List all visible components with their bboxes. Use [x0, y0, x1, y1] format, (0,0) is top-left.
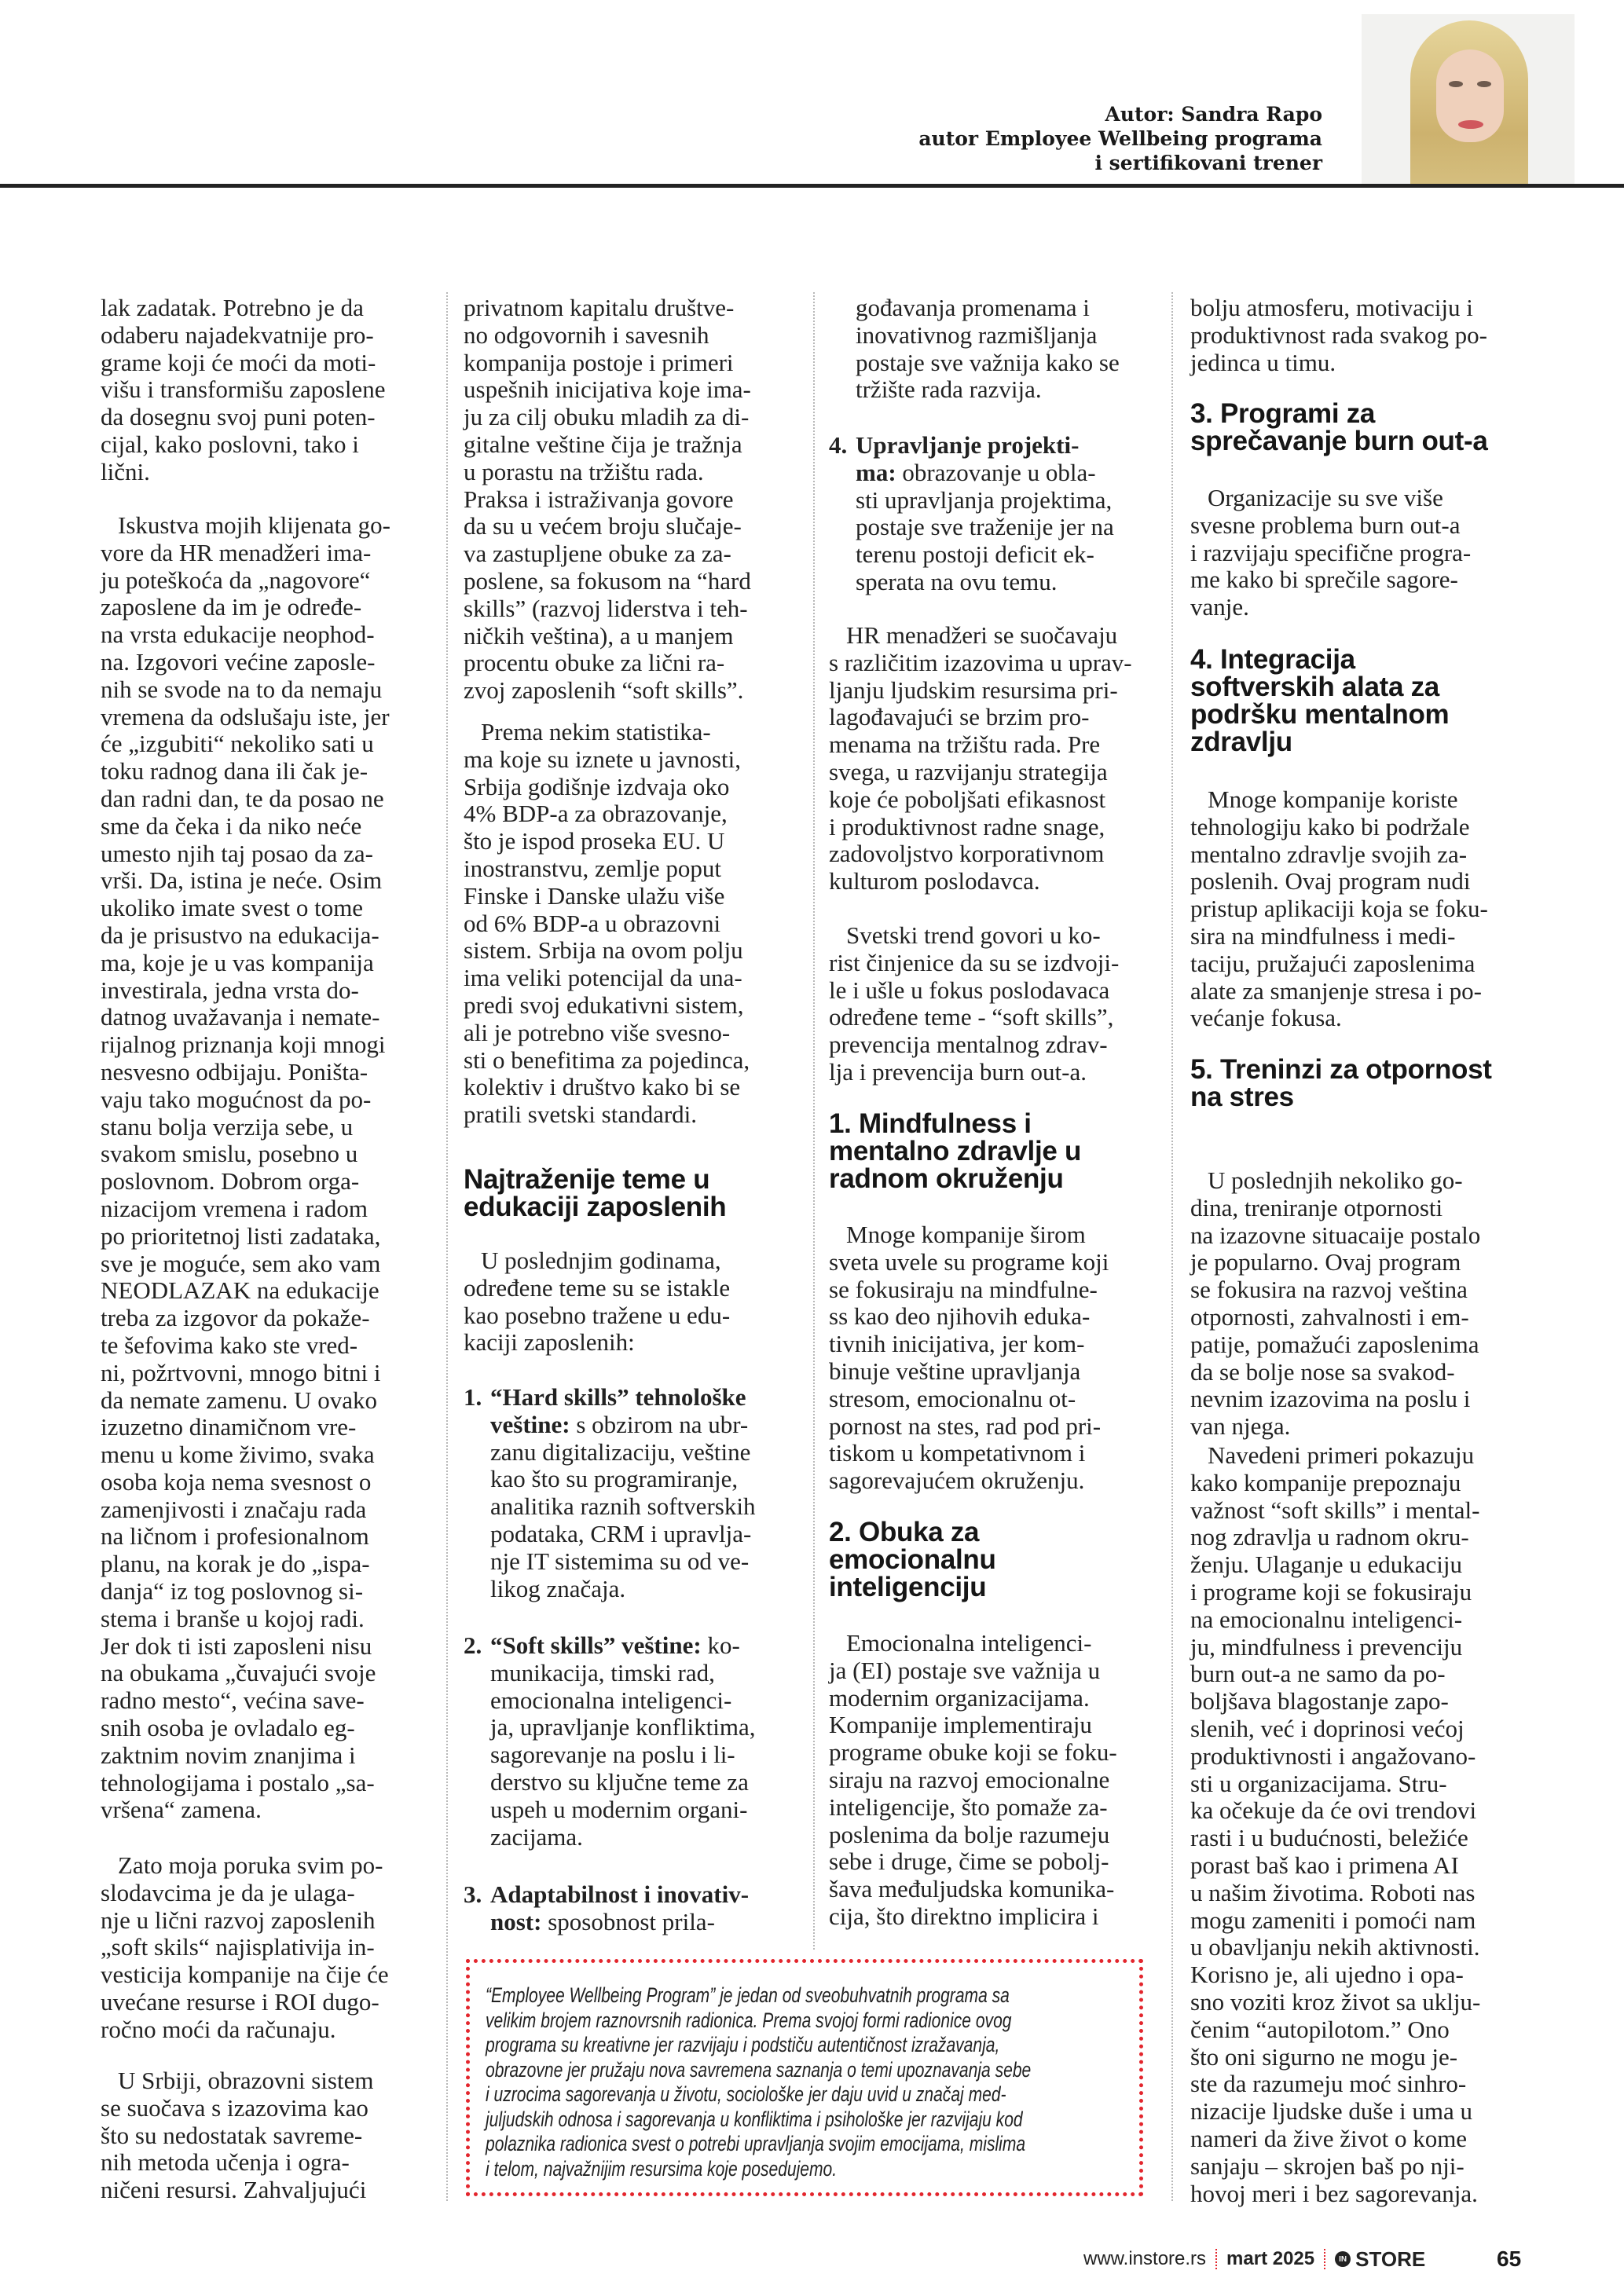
callout-text: “Employee Wellbeing Program” je jedan od sveobuhvatnih programa sa velikim brojem raznovrsnih radionica. Prema svojoj formi radionice ovog programa su kreativne jer razvijaju i podstiču autentičnost izražavanja, obrazovne jer pružaju nova savremena saznanja o temi upoznavanja sebe i uzrocima sagorevanja u životu, sociološke jer daju uvid u značaj med- juljudskih odnosa i sagorevanja u konfliktima i psihološke jer razvijaju kod polaznika radionica svest o potrebi upravljanja svojim emocijama, mislima i telom, najvažnijim resursima koje posedujemo. — [486, 1983, 1032, 2181]
author-photo — [1362, 14, 1575, 184]
paragraph: Iskustva mojih klijenata go- vore da HR menadžeri ima- ju poteškoća da „nagovore“ zaposlene da im je određe- na vrsta edukacije neophod- na. Izgovori većine zaposle- nih se svode na to da nemaju vremena da odslušaju iste, jer će „izgubiti“ nekoliko sati u toku radnog dana ili čak je- dan radni dan, te da posao ne sme da čeka i da niko neće umesto njih taj posao da za- vrši. Da, istina je neće. Osim ukoliko imate svest o tome da je prisustvo na edukacija- ma, koje je u vas kompanija investirala, jedna vrsta do- datnog uvažavanja i nemate- rijalnog priznanja koji mnogi nesvesno odbijaju. Poništa- vaju tako mogućnost da po- stanu bolja verzija sebe, u svakom smislu, posebno u poslovnom. Dobrom orga- nizacijom vremena i radom po prioritetnoj listi zadataka, sve je moguće, sem ako vam NEODLAZAK na edukacije treba za izgovor da pokaže- te šefovima kako ste vred- ni, požrtvovni, mnogo bitni i da nemate zamenu. U ovako izuzetno dinamičnom vre- menu u kome živimo, svaka osoba koja nema svesnost o zamenjivosti i značaju rada na ličnom i profesionalnom planu, na korak je do „ispa- danja“ iz tog poslovnog si- stema i branše u kojoj radi. Jer dok ti isti zaposleni nisu na obukama „čuvajući svoje radno mesto“, većina save- snih osoba je ovladalo eg- zaktnim novim znanjima i tehnologijama i postalo „sa- vršena“ zamena. — [101, 511, 390, 1824]
list-item-title: “Hard skills” tehnološke veštine: — [490, 1383, 746, 1438]
paragraph: bolju atmosferu, motivaciju i produktivnost rada svakog po- jedinca u timu. — [1190, 294, 1487, 376]
paragraph: Mnoge kompanije širom sveta uvele su programe koji se fokusiraju na mindfulne- ss kao deo njihovih eduka- tivnih inicijativa, jer kom- binuje veštine upravljanja stresom, emocionalnu ot- pornost na stes, rad pod pri- tiskom u kompetativnom i sagorevajućem okruženju. — [829, 1221, 1109, 1495]
paragraph: U poslednjih nekoliko go- dina, treniranje otpornosti na izazovne situacaije postalo je popularno. Ovaj program se fokusira na razvoj veština otpornosti, zahvalnosti i em- patije, pomažući zaposlenima da se bolje nose sa svakod- nevnim izazovima na poslu i van njega. — [1190, 1166, 1481, 1441]
author-name: Autor: Sandra Rapo — [1105, 103, 1322, 126]
paragraph: U poslednjim godinama, određene teme su se istakle kao posebno tražene u edu- kaciji zaposlenih: — [464, 1247, 731, 1357]
column-divider — [813, 292, 815, 1950]
paragraph: Prema nekim statistika- ma koje su iznete u javnosti, Srbija godišnje izdvaja oko 4% BDP-a za obrazovanje, što je ispod proseka EU. U inostranstvu, zemlje poput Finske i Danske ulažu više od 6% BDP-a u obrazovni sistem. Srbija na ovom polju ima veliki potencijal da una- predi svoj edukativni sistem, ali je potrebno više svesno- sti o benefitima za pojedinca, kolektiv i društvo kako bi se pratili svetski standardi. — [464, 718, 750, 1129]
list-item-text: ko- munikacija, timski rad, emocionalna inteligenci- ja, upravljanje konfliktima, sagorevanje na poslu i li- derstvo su ključne teme za uspeh u modernim organi- zacijama. — [490, 1631, 756, 1851]
author-role-2: i sertifikovani trener — [1094, 152, 1322, 174]
list-number: 1. — [464, 1383, 482, 1411]
footer-issue: mart 2025 — [1226, 2248, 1315, 2269]
section-heading: 1. Mindfulness i mentalno zdravlje u radnom okruženju — [829, 1108, 1082, 1194]
footer-divider — [1324, 2249, 1325, 2269]
author-byline — [918, 102, 1322, 175]
list-number: 2. — [464, 1631, 482, 1659]
footer-brand: STORE — [1355, 2247, 1426, 2271]
paragraph: privatnom kapitalu društve- no odgovornih i savesnih kompanija postoje i primeri uspešnih inicijativa koje ima- ju za cilj obuku mladih za di- gitalne veštine čija je tražnja u porastu na tržištu rada. Praksa i istraživanja govore da su u većem broju slučaje- va zastupljene obuke za za- poslene, sa fokusom na “hard skills” (razvoj liderstva i teh- ničkih veština), a u manjem procentu obuke za lični ra- zvoj zaposlenih “soft skills”. — [464, 294, 751, 705]
list-item — [829, 432, 1167, 596]
page-number: 65 — [1497, 2247, 1522, 2271]
list-number: 3. — [464, 1880, 482, 1908]
list-item — [464, 1384, 801, 1602]
column-divider — [446, 292, 448, 2201]
list-number: 4. — [829, 431, 848, 459]
footer-website: www.instore.rs — [1083, 2248, 1207, 2269]
paragraph: Zato moja poruka svim po- slodavcima je da je ulaga- nje u lični razvoj zaposlenih „soft skils“ najisplativija in- vesticija kompanije na čije će uvećane resurse i ROI dugo- ročno moći da računaju. — [101, 1851, 389, 2043]
section-heading: 4. Integracija softverskih alata za podršku mentalnom zdravlju — [1190, 644, 1450, 757]
author-role: autor Employee Wellbeing programa — [918, 127, 1322, 150]
paragraph: Svetski trend govori u ko- rist činjenice da su se izdvoji- le i ušle u fokus poslodavaca određene teme - “soft skills”, prevencija mentalnog zdrav- lja i prevencija burn out-a. — [829, 921, 1120, 1086]
footer-divider — [1215, 2249, 1217, 2269]
footer — [1083, 2245, 1425, 2273]
paragraph: Navedeni primeri pokazuju kako kompanije prepoznaju važnost “soft skills” i mental- nog zdravlja u radnom okru- ženju. Ulaganje u edukaciju i programe koji se fokusiraju na emocionalnu inteligenci- ju, mindfulness i prevenciju burn out-a ne samo da po- boljšava blagostanje zapo- slenih, već i doprinosi većoj produktivnosti i angažovano- sti u organizacijama. Stru- ka očekuje da će ovi trendovi rasti i u budućnosti, beležiće porast baš kao i primena AI u našim životima. Roboti nas mogu zameniti i pomoći nam u obavljanju nekih aktivnosti. Korisno je, ali ujedno i opa- sno voziti kroz život sa uklju- čenim “autopilotom.” Ono što oni sigurno ne mogu je- ste da razumeju moć sinhro- nizacije ljudske duše i uma u nameri da žive život o kome sanjaju – skrojen baš po nji- hovoj meri i bez sagorevanja. — [1190, 1441, 1481, 2207]
list-item — [464, 1632, 801, 1851]
list-item-title: Adaptabilnost i inovativ- nost: — [490, 1880, 750, 1935]
list-item — [464, 1881, 801, 1936]
list-item-title: Upravljanje projekti- ma: — [856, 431, 1080, 486]
section-heading: 3. Programi za sprečavanje burn out-a — [1190, 398, 1488, 456]
paragraph: lak zadatak. Potrebno je da odaberu najadekvatnije pro- grame koji će moći da moti- višu i transformišu zaposlene da dosegnu svoj puni poten- cijal, kako poslovni, tako i lični. — [101, 294, 386, 485]
list-item-text: s obzirom na ubr- zanu digitalizaciju, veštine kao što su programiranje, analitika raznih softverskih podataka, CRM i upravlja- nje IT sistemima su od ve- likog značaja. — [490, 1410, 756, 1602]
column-divider — [1171, 292, 1173, 2201]
section-heading: 5. Treninzi za otpornost na stres — [1190, 1054, 1492, 1112]
paragraph: HR menadžeri se suočavaju s različitim izazovima u uprav- ljanju ljudskim resursima pri- lagođavajući se brzim pro- menama na tržištu rada. Pre svega, u razvijanju strategija koje će poboljšati efikasnost i produktivnost radne snage, zadovoljstvo korporativnom kulturom poslodavca. — [829, 621, 1132, 895]
program-callout-box — [466, 1959, 1143, 2196]
list-item-title: “Soft skills” veštine: — [490, 1631, 702, 1659]
list-item-text: obrazovanje u obla- sti upravljanja projektima, postaje sve traženije jer na terenu postoji deficit ek- sperata na ovu temu. — [856, 458, 1114, 595]
paragraph: Emocionalna inteligenci- ja (EI) postaje sve važnija u modernim organizacijama. Kompanije implementiraju programe obuke koji se foku- siraju na razvoj emocionalne inteligencije, što pomaže za- poslenima da bolje razumeju sebe i druge, čime se pobolj- šava međuljudska komunika- cija, što direktno implicira i — [829, 1629, 1117, 1930]
section-heading: Najtraženije teme u edukaciji zaposlenih — [464, 1164, 727, 1222]
section-heading: 2. Obuka za emocionalnu inteligenciju — [829, 1517, 996, 1602]
paragraph: Mnoge kompanije koriste tehnologiju kako bi podržale mentalno zdravlje svojih za- poslenih. Ovaj program nudi pristup aplikaciji koja se foku- sira na mindfulness i medi- taciju, pružajući zaposlenima alate za smanjenje stresa i po- većanje fokusa. — [1190, 785, 1488, 1032]
list-item-continuation: gođavanja promenama i inovativnog razmišljanja postaje sve važnija kako se tržište rada razvija. — [856, 294, 1120, 404]
list-item-text: sposobnost prila- — [541, 1907, 715, 1935]
header-rule — [0, 184, 1624, 188]
paragraph: Organizacije su sve više svesne problema burn out-a i razvijaju specifične progra- me kako bi sprečile sagore- vanje. — [1190, 484, 1472, 621]
instore-logo-icon: IN — [1335, 2251, 1351, 2267]
paragraph: U Srbiji, obrazovni sistem se suočava s izazovima kao što su nedostatak savreme- nih metoda učenja i ogra- ničeni resursi. Zahvaljujući — [101, 2067, 374, 2204]
